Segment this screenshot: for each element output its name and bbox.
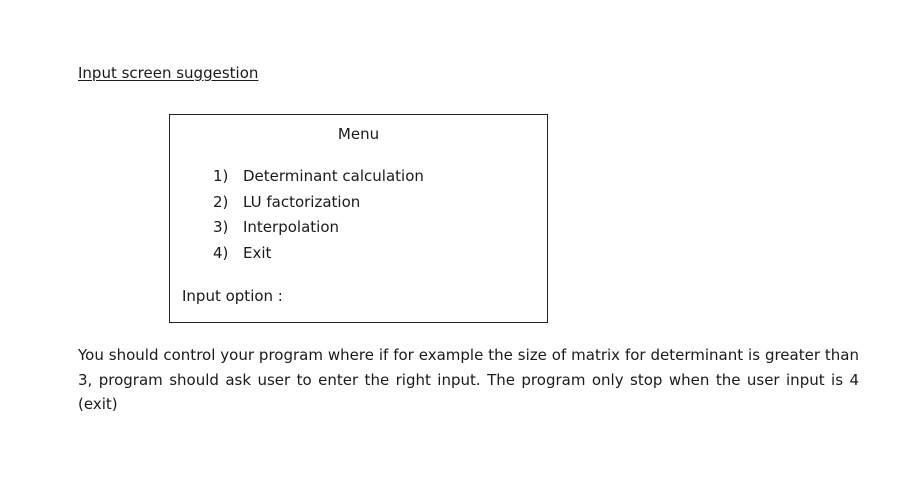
instructions-paragraph: You should control your program where if for example the size of matrix for determinant is greater than 3, program should ask user to enter the right input. The program only stop when the user input is 4 (exit) xyxy=(78,346,859,413)
menu-item-number: 4) xyxy=(213,243,229,262)
menu-item-label: Exit xyxy=(243,243,272,262)
menu-item-number: 2) xyxy=(213,192,229,211)
menu-item-interpolation xyxy=(213,215,424,241)
menu-item-label: Interpolation xyxy=(243,218,339,236)
menu-list xyxy=(213,164,424,266)
menu-title: Menu xyxy=(337,125,380,143)
menu-box xyxy=(169,114,548,323)
input-option-label: Input option : xyxy=(182,287,283,305)
menu-item-exit xyxy=(213,241,424,267)
section-heading: Input screen suggestion xyxy=(78,64,259,82)
menu-item-number: 1) xyxy=(213,167,229,185)
menu-item-label: Determinant calculation xyxy=(243,167,424,185)
menu-item-label: LU factorization xyxy=(243,192,361,211)
menu-item-determinant xyxy=(213,164,424,190)
menu-item-lu-factorization xyxy=(213,190,424,216)
menu-item-number: 3) xyxy=(213,218,229,236)
